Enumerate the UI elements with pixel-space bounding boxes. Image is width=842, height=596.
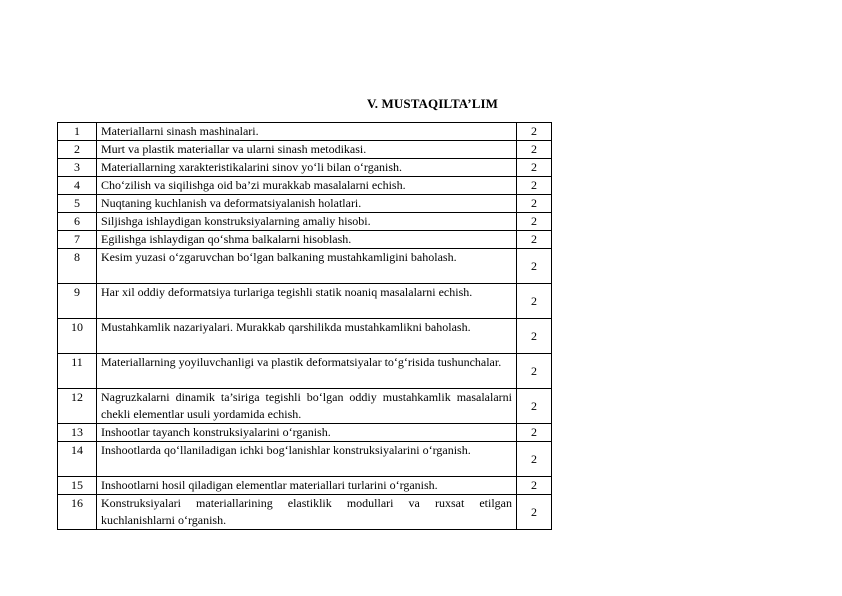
row-topic: Siljishga ishlaydigan konstruksiyalarning amaliy hisobi. [97,213,517,231]
table-row [58,354,552,389]
row-hours: 2 [517,195,552,213]
table-row [58,123,552,141]
row-hours: 2 [517,159,552,177]
row-number: 13 [58,424,97,442]
table-row [58,177,552,195]
row-topic: Inshootlar tayanch konstruksiyalarini o‘rganish. [97,424,517,442]
row-hours: 2 [517,231,552,249]
row-number: 14 [58,442,97,477]
row-number: 9 [58,284,97,319]
table-row [58,141,552,159]
row-topic: Materiallarni sinash mashinalari. [97,123,517,141]
table-row [58,159,552,177]
table-row [58,424,552,442]
row-hours: 2 [517,249,552,284]
row-hours: 2 [517,177,552,195]
table-row [58,249,552,284]
row-hours: 2 [517,424,552,442]
section-title: V. MUSTAQILTA’LIM [367,96,499,111]
row-topic: Konstruksiyalari materiallarining elastiklik modullari va ruxsat etilgan kuchlanishlarni o‘rganish. [97,495,517,530]
row-hours: 2 [517,284,552,319]
table-row [58,319,552,354]
row-number: 3 [58,159,97,177]
table-row [58,495,552,530]
row-topic: Nuqtaning kuchlanish va deformatsiyalanish holatlari. [97,195,517,213]
row-hours: 2 [517,141,552,159]
row-number: 4 [58,177,97,195]
row-topic: Materiallarning xarakteristikalarini sinov yo‘li bilan o‘rganish. [97,159,517,177]
row-topic: Murt va plastik materiallar va ularni sinash metodikasi. [97,141,517,159]
row-hours: 2 [517,354,552,389]
row-hours: 2 [517,389,552,424]
row-topic: Egilishga ishlaydigan qo‘shma balkalarni hisoblash. [97,231,517,249]
row-number: 12 [58,389,97,424]
independent-study-table [57,122,552,530]
row-number: 10 [58,319,97,354]
row-hours: 2 [517,442,552,477]
table-row [58,231,552,249]
row-hours: 2 [517,495,552,530]
row-topic: Har xil oddiy deformatsiya turlariga tegishli statik noaniq masalalarni echish. [97,284,517,319]
row-number: 15 [58,477,97,495]
row-topic: Kesim yuzasi o‘zgaruvchan bo‘lgan balkaning mustahkamligini baholash. [97,249,517,284]
row-topic: Mustahkamlik nazariyalari. Murakkab qarshilikda mustahkamlikni baholash. [97,319,517,354]
table-row [58,195,552,213]
row-number: 8 [58,249,97,284]
row-topic: Cho‘zilish va siqilishga oid ba’zi murakkab masalalarni echish. [97,177,517,195]
row-number: 6 [58,213,97,231]
row-hours: 2 [517,123,552,141]
row-number: 11 [58,354,97,389]
row-number: 2 [58,141,97,159]
row-hours: 2 [517,319,552,354]
row-hours: 2 [517,477,552,495]
table-row [58,442,552,477]
row-number: 7 [58,231,97,249]
row-hours: 2 [517,213,552,231]
row-number: 1 [58,123,97,141]
table-row [58,477,552,495]
row-topic: Inshootlarni hosil qiladigan elementlar materiallari turlarini o‘rganish. [97,477,517,495]
table-row [58,284,552,319]
table-row [58,213,552,231]
row-topic: Nagruzkalarni dinamik ta’siriga tegishli bo‘lgan oddiy mustahkamlik masalalarni chekli elementlar usuli yordamida echish. [97,389,517,424]
table-row [58,389,552,424]
row-topic: Materiallarning yoyiluvchanligi va plastik deformatsiyalar to‘g‘risida tushunchalar. [97,354,517,389]
row-number: 5 [58,195,97,213]
row-topic: Inshootlarda qo‘llaniladigan ichki bog‘lanishlar konstruksiyalarini o‘rganish. [97,442,517,477]
row-number: 16 [58,495,97,530]
